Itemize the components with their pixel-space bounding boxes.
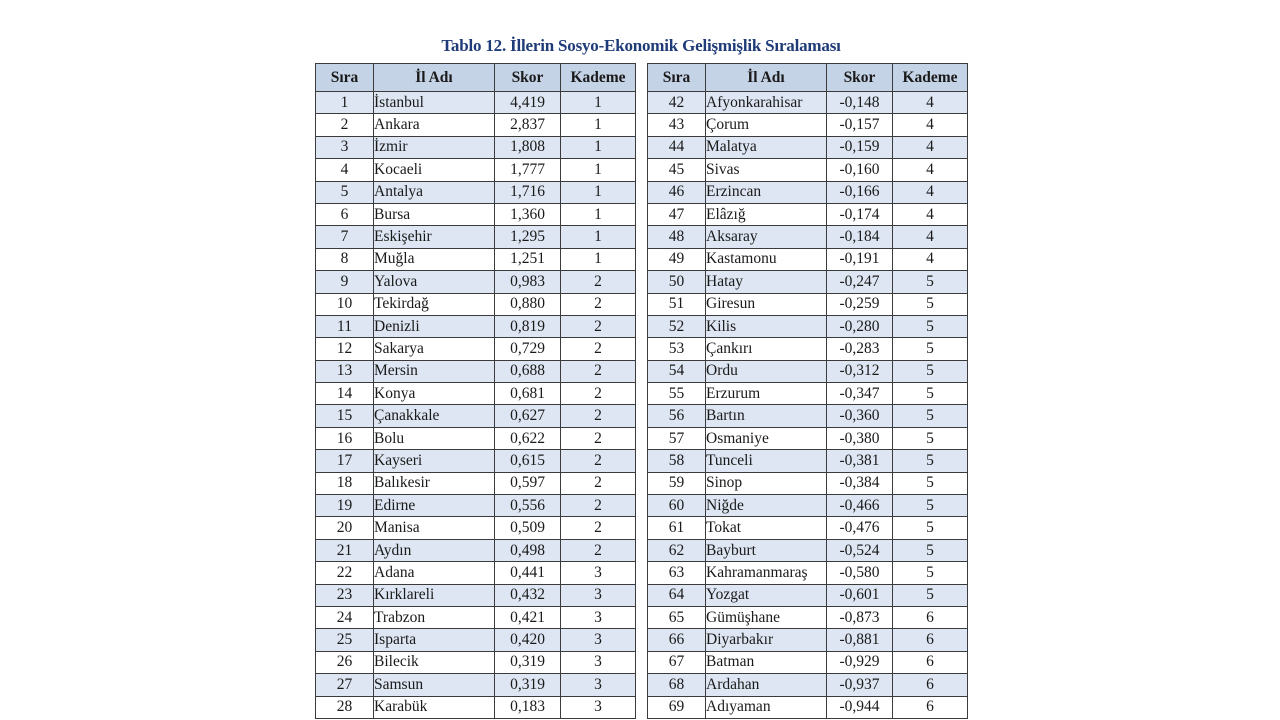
cell-score: -0,160 bbox=[827, 159, 893, 181]
cell-tier: 1 bbox=[561, 159, 636, 181]
cell-score: 1,295 bbox=[495, 226, 561, 248]
cell-score: -0,283 bbox=[827, 338, 893, 360]
cell-province: Kayseri bbox=[374, 450, 495, 472]
table-row bbox=[648, 629, 968, 651]
cell-tier: 3 bbox=[561, 674, 636, 696]
cell-province: Balıkesir bbox=[374, 472, 495, 494]
cell-score: 0,556 bbox=[495, 495, 561, 517]
cell-rank: 12 bbox=[316, 338, 374, 360]
cell-province: Osmaniye bbox=[706, 427, 827, 449]
cell-tier: 4 bbox=[893, 226, 968, 248]
cell-province: Diyarbakır bbox=[706, 629, 827, 651]
cell-score: -0,937 bbox=[827, 674, 893, 696]
cell-score: -0,476 bbox=[827, 517, 893, 539]
cell-tier: 2 bbox=[561, 360, 636, 382]
cell-province: Trabzon bbox=[374, 606, 495, 628]
cell-rank: 11 bbox=[316, 315, 374, 337]
cell-province: Samsun bbox=[374, 674, 495, 696]
cell-tier: 5 bbox=[893, 517, 968, 539]
column-header-province: İl Adı bbox=[374, 64, 495, 92]
table-row bbox=[648, 674, 968, 696]
cell-score: -0,148 bbox=[827, 92, 893, 114]
cell-tier: 3 bbox=[561, 696, 636, 718]
cell-rank: 64 bbox=[648, 584, 706, 606]
cell-rank: 10 bbox=[316, 293, 374, 315]
cell-tier: 1 bbox=[561, 226, 636, 248]
cell-tier: 5 bbox=[893, 495, 968, 517]
cell-score: -0,259 bbox=[827, 293, 893, 315]
column-header-score: Skor bbox=[827, 64, 893, 92]
cell-province: Adıyaman bbox=[706, 696, 827, 718]
cell-rank: 49 bbox=[648, 248, 706, 270]
cell-score: 0,441 bbox=[495, 562, 561, 584]
cell-tier: 2 bbox=[561, 472, 636, 494]
table-row bbox=[648, 293, 968, 315]
table-row bbox=[316, 338, 636, 360]
cell-tier: 1 bbox=[561, 114, 636, 136]
table-row bbox=[316, 405, 636, 427]
cell-score: 0,819 bbox=[495, 315, 561, 337]
cell-province: Erzincan bbox=[706, 181, 827, 203]
cell-province: Ankara bbox=[374, 114, 495, 136]
cell-score: 0,983 bbox=[495, 271, 561, 293]
cell-province: Yalova bbox=[374, 271, 495, 293]
cell-tier: 6 bbox=[893, 651, 968, 673]
cell-province: Bartın bbox=[706, 405, 827, 427]
column-header-tier: Kademe bbox=[893, 64, 968, 92]
cell-rank: 63 bbox=[648, 562, 706, 584]
table-row bbox=[316, 383, 636, 405]
cell-province: Antalya bbox=[374, 181, 495, 203]
cell-tier: 1 bbox=[561, 92, 636, 114]
cell-province: İzmir bbox=[374, 136, 495, 158]
cell-province: Afyonkarahisar bbox=[706, 92, 827, 114]
cell-score: -0,174 bbox=[827, 203, 893, 225]
cell-score: -0,191 bbox=[827, 248, 893, 270]
cell-score: -0,159 bbox=[827, 136, 893, 158]
cell-rank: 9 bbox=[316, 271, 374, 293]
cell-rank: 68 bbox=[648, 674, 706, 696]
cell-province: Bursa bbox=[374, 203, 495, 225]
cell-score: -0,601 bbox=[827, 584, 893, 606]
cell-rank: 28 bbox=[316, 696, 374, 718]
cell-province: Gümüşhane bbox=[706, 606, 827, 628]
cell-province: Edirne bbox=[374, 495, 495, 517]
cell-province: Eskişehir bbox=[374, 226, 495, 248]
cell-rank: 59 bbox=[648, 472, 706, 494]
table-row bbox=[316, 674, 636, 696]
table-row bbox=[648, 315, 968, 337]
cell-province: Giresun bbox=[706, 293, 827, 315]
cell-tier: 5 bbox=[893, 271, 968, 293]
cell-rank: 56 bbox=[648, 405, 706, 427]
cell-tier: 1 bbox=[561, 203, 636, 225]
table-row bbox=[648, 472, 968, 494]
cell-score: -0,247 bbox=[827, 271, 893, 293]
table-row bbox=[648, 159, 968, 181]
cell-rank: 62 bbox=[648, 539, 706, 561]
cell-province: Niğde bbox=[706, 495, 827, 517]
cell-province: Mersin bbox=[374, 360, 495, 382]
cell-rank: 16 bbox=[316, 427, 374, 449]
cell-tier: 2 bbox=[561, 315, 636, 337]
table-row bbox=[648, 360, 968, 382]
cell-rank: 50 bbox=[648, 271, 706, 293]
cell-rank: 61 bbox=[648, 517, 706, 539]
cell-rank: 48 bbox=[648, 226, 706, 248]
table-row bbox=[648, 539, 968, 561]
cell-tier: 6 bbox=[893, 696, 968, 718]
cell-rank: 6 bbox=[316, 203, 374, 225]
table-row bbox=[316, 248, 636, 270]
cell-score: -0,524 bbox=[827, 539, 893, 561]
cell-province: Tekirdağ bbox=[374, 293, 495, 315]
cell-tier: 3 bbox=[561, 584, 636, 606]
table-row bbox=[316, 539, 636, 561]
cell-rank: 57 bbox=[648, 427, 706, 449]
cell-score: -0,944 bbox=[827, 696, 893, 718]
cell-province: Batman bbox=[706, 651, 827, 673]
header-row bbox=[648, 64, 968, 92]
table-row bbox=[648, 136, 968, 158]
table-row bbox=[316, 651, 636, 673]
cell-province: Sakarya bbox=[374, 338, 495, 360]
cell-score: -0,873 bbox=[827, 606, 893, 628]
cell-score: 1,777 bbox=[495, 159, 561, 181]
cell-province: Kilis bbox=[706, 315, 827, 337]
table-row bbox=[648, 651, 968, 673]
cell-rank: 60 bbox=[648, 495, 706, 517]
cell-score: -0,166 bbox=[827, 181, 893, 203]
cell-province: Aksaray bbox=[706, 226, 827, 248]
cell-tier: 6 bbox=[893, 674, 968, 696]
cell-province: Malatya bbox=[706, 136, 827, 158]
cell-tier: 3 bbox=[561, 651, 636, 673]
cell-score: 0,622 bbox=[495, 427, 561, 449]
cell-score: -0,381 bbox=[827, 450, 893, 472]
table-row bbox=[648, 696, 968, 718]
cell-score: -0,360 bbox=[827, 405, 893, 427]
table-row bbox=[648, 495, 968, 517]
table-row bbox=[316, 203, 636, 225]
table-row bbox=[316, 226, 636, 248]
cell-province: Kırklareli bbox=[374, 584, 495, 606]
cell-rank: 42 bbox=[648, 92, 706, 114]
table-row bbox=[648, 181, 968, 203]
cell-province: Hatay bbox=[706, 271, 827, 293]
cell-tier: 2 bbox=[561, 495, 636, 517]
cell-rank: 15 bbox=[316, 405, 374, 427]
cell-score: 1,808 bbox=[495, 136, 561, 158]
cell-tier: 4 bbox=[893, 248, 968, 270]
cell-tier: 2 bbox=[561, 517, 636, 539]
table-row bbox=[648, 405, 968, 427]
cell-rank: 18 bbox=[316, 472, 374, 494]
cell-rank: 46 bbox=[648, 181, 706, 203]
cell-tier: 3 bbox=[561, 629, 636, 651]
table-row bbox=[648, 383, 968, 405]
cell-score: 0,729 bbox=[495, 338, 561, 360]
cell-tier: 2 bbox=[561, 271, 636, 293]
cell-score: -0,312 bbox=[827, 360, 893, 382]
cell-rank: 67 bbox=[648, 651, 706, 673]
cell-rank: 43 bbox=[648, 114, 706, 136]
cell-score: 0,627 bbox=[495, 405, 561, 427]
cell-rank: 4 bbox=[316, 159, 374, 181]
cell-score: 0,183 bbox=[495, 696, 561, 718]
cell-score: 0,319 bbox=[495, 651, 561, 673]
cell-province: Adana bbox=[374, 562, 495, 584]
cell-tier: 5 bbox=[893, 427, 968, 449]
cell-tier: 2 bbox=[561, 539, 636, 561]
cell-rank: 14 bbox=[316, 383, 374, 405]
cell-score: -0,929 bbox=[827, 651, 893, 673]
table-row bbox=[648, 338, 968, 360]
cell-score: -0,380 bbox=[827, 427, 893, 449]
cell-score: -0,466 bbox=[827, 495, 893, 517]
cell-province: Bayburt bbox=[706, 539, 827, 561]
cell-tier: 4 bbox=[893, 181, 968, 203]
cell-score: -0,580 bbox=[827, 562, 893, 584]
cell-score: 0,509 bbox=[495, 517, 561, 539]
cell-tier: 5 bbox=[893, 315, 968, 337]
cell-rank: 44 bbox=[648, 136, 706, 158]
cell-province: Elâzığ bbox=[706, 203, 827, 225]
cell-rank: 8 bbox=[316, 248, 374, 270]
cell-province: Kahramanmaraş bbox=[706, 562, 827, 584]
cell-score: -0,280 bbox=[827, 315, 893, 337]
cell-province: Konya bbox=[374, 383, 495, 405]
cell-province: Kocaeli bbox=[374, 159, 495, 181]
cell-rank: 65 bbox=[648, 606, 706, 628]
cell-rank: 17 bbox=[316, 450, 374, 472]
cell-tier: 5 bbox=[893, 562, 968, 584]
cell-province: Manisa bbox=[374, 517, 495, 539]
cell-score: 0,432 bbox=[495, 584, 561, 606]
table-row bbox=[316, 696, 636, 718]
cell-tier: 5 bbox=[893, 293, 968, 315]
cell-tier: 3 bbox=[561, 606, 636, 628]
cell-province: Aydın bbox=[374, 539, 495, 561]
cell-rank: 19 bbox=[316, 495, 374, 517]
cell-province: Çorum bbox=[706, 114, 827, 136]
table-row bbox=[316, 360, 636, 382]
table-row bbox=[648, 584, 968, 606]
table-row bbox=[316, 136, 636, 158]
cell-rank: 25 bbox=[316, 629, 374, 651]
cell-score: 0,420 bbox=[495, 629, 561, 651]
cell-rank: 1 bbox=[316, 92, 374, 114]
ranking-table-left bbox=[315, 63, 636, 719]
cell-rank: 23 bbox=[316, 584, 374, 606]
table-row bbox=[316, 495, 636, 517]
cell-tier: 6 bbox=[893, 606, 968, 628]
cell-tier: 4 bbox=[893, 114, 968, 136]
cell-province: Bilecik bbox=[374, 651, 495, 673]
cell-province: Tokat bbox=[706, 517, 827, 539]
table-row bbox=[316, 472, 636, 494]
cell-tier: 5 bbox=[893, 383, 968, 405]
cell-score: 0,688 bbox=[495, 360, 561, 382]
table-row bbox=[316, 293, 636, 315]
table-row bbox=[316, 181, 636, 203]
cell-rank: 53 bbox=[648, 338, 706, 360]
table-row bbox=[316, 92, 636, 114]
cell-tier: 5 bbox=[893, 472, 968, 494]
cell-tier: 4 bbox=[893, 136, 968, 158]
table-row bbox=[648, 562, 968, 584]
cell-province: Çankırı bbox=[706, 338, 827, 360]
cell-score: 0,681 bbox=[495, 383, 561, 405]
table-row bbox=[648, 226, 968, 248]
cell-province: Çanakkale bbox=[374, 405, 495, 427]
cell-tier: 4 bbox=[893, 203, 968, 225]
cell-tier: 2 bbox=[561, 293, 636, 315]
table-row bbox=[316, 271, 636, 293]
cell-score: 1,716 bbox=[495, 181, 561, 203]
cell-rank: 47 bbox=[648, 203, 706, 225]
cell-tier: 3 bbox=[561, 562, 636, 584]
cell-score: 0,421 bbox=[495, 606, 561, 628]
cell-province: Denizli bbox=[374, 315, 495, 337]
cell-tier: 1 bbox=[561, 181, 636, 203]
table-row bbox=[316, 450, 636, 472]
cell-rank: 45 bbox=[648, 159, 706, 181]
table-row bbox=[316, 114, 636, 136]
cell-rank: 66 bbox=[648, 629, 706, 651]
cell-tier: 5 bbox=[893, 360, 968, 382]
table-row bbox=[648, 427, 968, 449]
table-row bbox=[316, 315, 636, 337]
table-row bbox=[316, 517, 636, 539]
cell-tier: 1 bbox=[561, 136, 636, 158]
cell-tier: 2 bbox=[561, 450, 636, 472]
table-row bbox=[648, 517, 968, 539]
cell-score: -0,157 bbox=[827, 114, 893, 136]
cell-tier: 5 bbox=[893, 405, 968, 427]
cell-rank: 21 bbox=[316, 539, 374, 561]
cell-score: 0,319 bbox=[495, 674, 561, 696]
cell-score: 1,251 bbox=[495, 248, 561, 270]
cell-rank: 20 bbox=[316, 517, 374, 539]
table-row bbox=[316, 562, 636, 584]
table-title: Tablo 12. İllerin Sosyo-Ekonomik Gelişmişlik Sıralaması bbox=[441, 36, 841, 55]
cell-province: Kastamonu bbox=[706, 248, 827, 270]
cell-province: Sinop bbox=[706, 472, 827, 494]
table-row bbox=[316, 629, 636, 651]
cell-province: Isparta bbox=[374, 629, 495, 651]
cell-rank: 51 bbox=[648, 293, 706, 315]
table-row bbox=[316, 427, 636, 449]
cell-rank: 7 bbox=[316, 226, 374, 248]
table-row bbox=[648, 248, 968, 270]
header-row bbox=[316, 64, 636, 92]
column-header-score: Skor bbox=[495, 64, 561, 92]
cell-score: 0,597 bbox=[495, 472, 561, 494]
cell-score: -0,384 bbox=[827, 472, 893, 494]
table-row bbox=[648, 92, 968, 114]
table-row bbox=[648, 606, 968, 628]
cell-rank: 3 bbox=[316, 136, 374, 158]
cell-province: Bolu bbox=[374, 427, 495, 449]
cell-score: 0,880 bbox=[495, 293, 561, 315]
cell-tier: 5 bbox=[893, 584, 968, 606]
ranking-table-right bbox=[647, 63, 968, 719]
column-header-rank: Sıra bbox=[648, 64, 706, 92]
cell-province: Sivas bbox=[706, 159, 827, 181]
cell-tier: 1 bbox=[561, 248, 636, 270]
column-header-province: İl Adı bbox=[706, 64, 827, 92]
cell-rank: 13 bbox=[316, 360, 374, 382]
cell-tier: 2 bbox=[561, 383, 636, 405]
cell-tier: 5 bbox=[893, 450, 968, 472]
cell-rank: 69 bbox=[648, 696, 706, 718]
cell-tier: 2 bbox=[561, 405, 636, 427]
table-row bbox=[648, 271, 968, 293]
cell-tier: 4 bbox=[893, 92, 968, 114]
table-row bbox=[648, 450, 968, 472]
cell-tier: 5 bbox=[893, 539, 968, 561]
column-header-tier: Kademe bbox=[561, 64, 636, 92]
cell-score: 4,419 bbox=[495, 92, 561, 114]
cell-province: Ordu bbox=[706, 360, 827, 382]
cell-rank: 55 bbox=[648, 383, 706, 405]
cell-rank: 22 bbox=[316, 562, 374, 584]
cell-province: Muğla bbox=[374, 248, 495, 270]
cell-score: 2,837 bbox=[495, 114, 561, 136]
cell-score: 0,615 bbox=[495, 450, 561, 472]
column-header-rank: Sıra bbox=[316, 64, 374, 92]
table-row bbox=[648, 203, 968, 225]
cell-score: 1,360 bbox=[495, 203, 561, 225]
cell-province: Tunceli bbox=[706, 450, 827, 472]
table-row bbox=[316, 159, 636, 181]
cell-rank: 26 bbox=[316, 651, 374, 673]
cell-province: İstanbul bbox=[374, 92, 495, 114]
cell-rank: 24 bbox=[316, 606, 374, 628]
cell-rank: 58 bbox=[648, 450, 706, 472]
cell-tier: 2 bbox=[561, 338, 636, 360]
cell-rank: 27 bbox=[316, 674, 374, 696]
cell-rank: 52 bbox=[648, 315, 706, 337]
cell-tier: 5 bbox=[893, 338, 968, 360]
cell-province: Karabük bbox=[374, 696, 495, 718]
table-row bbox=[648, 114, 968, 136]
cell-tier: 2 bbox=[561, 427, 636, 449]
cell-rank: 54 bbox=[648, 360, 706, 382]
cell-tier: 6 bbox=[893, 629, 968, 651]
cell-score: -0,347 bbox=[827, 383, 893, 405]
table-row bbox=[316, 606, 636, 628]
cell-score: -0,184 bbox=[827, 226, 893, 248]
cell-rank: 5 bbox=[316, 181, 374, 203]
cell-province: Ardahan bbox=[706, 674, 827, 696]
cell-rank: 2 bbox=[316, 114, 374, 136]
cell-score: -0,881 bbox=[827, 629, 893, 651]
cell-province: Erzurum bbox=[706, 383, 827, 405]
cell-province: Yozgat bbox=[706, 584, 827, 606]
table-row bbox=[316, 584, 636, 606]
cell-tier: 4 bbox=[893, 159, 968, 181]
cell-score: 0,498 bbox=[495, 539, 561, 561]
